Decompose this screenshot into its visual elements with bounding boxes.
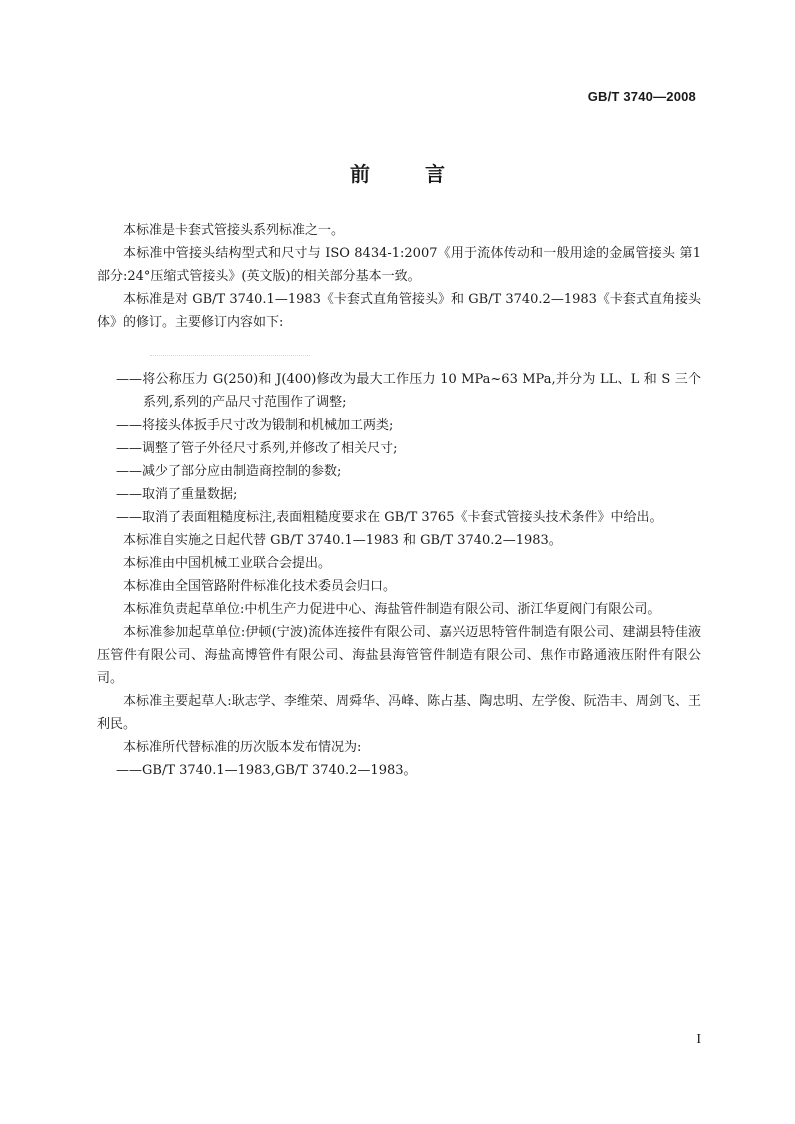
body-paragraph: 本标准由中国机械工业联合会提出。 xyxy=(123,556,332,571)
faint-mark xyxy=(150,355,310,362)
body-paragraph: 本标准所代替标准的历次版本发布情况为: xyxy=(123,740,362,755)
intro-paragraph: 本标准是卡套式管接头系列标准之一。 xyxy=(123,223,345,238)
page-title: 前 言 xyxy=(350,162,469,186)
body-paragraph: 本标准参加起草单位:伊顿(宁波)流体连接件有限公司、嘉兴迈思特管件制造有限公司、建湖县特佳液压管件有限公司、海盐高博管件有限公司、海盐县海管管件制造有限公司、焦作市路通液压附件有限公司。 xyxy=(97,625,701,686)
change-item: ——调整了管子外径尺寸系列,并修改了相关尺寸; xyxy=(116,441,398,456)
intro-paragraph: 本标准中管接头结构型式和尺寸与 ISO 8434-1:2007《用于流体传动和一般用途的金属管接头 第1部分:24°压缩式管接头》(英文版)的相关部分基本一致。 xyxy=(97,246,701,284)
body-paragraph: 本标准负责起草单位:中机生产力促进中心、海盐管件制造有限公司、浙江华夏阀门有限公司。 xyxy=(123,602,661,617)
standard-code: GB/T 3740—2008 xyxy=(587,89,696,104)
change-item: ——取消了重量数据; xyxy=(116,487,238,502)
changes-list xyxy=(97,368,701,782)
change-item: ——将接头体扳手尺寸改为锻制和机械加工两类; xyxy=(116,418,394,433)
change-item: ——减少了部分应由制造商控制的参数; xyxy=(116,464,342,479)
body-paragraph: 本标准主要起草人:耿志学、李维荣、周舜华、冯峰、陈占基、陶忠明、左学俊、阮浩丰、周剑飞、王利民。 xyxy=(97,694,701,732)
body-paragraph: 本标准自实施之日起代替 GB/T 3740.1—1983 和 GB/T 3740.2—1983。 xyxy=(123,533,562,548)
history-item: ——GB/T 3740.1—1983,GB/T 3740.2—1983。 xyxy=(116,763,417,778)
intro-section xyxy=(97,219,701,334)
page-number: I xyxy=(696,1032,701,1047)
intro-paragraph: 本标准是对 GB/T 3740.1—1983《卡套式直角管接头》和 GB/T 3740.2—1983《卡套式直角接头体》的修订。主要修订内容如下: xyxy=(97,292,701,330)
change-item: ——将公称压力 G(250)和 J(400)修改为最大工作压力 10 MPa~63 MPa,并分为 LL、L 和 S 三个系列,系列的产品尺寸范围作了调整; xyxy=(116,372,701,410)
change-item: ——取消了表面粗糙度标注,表面粗糙度要求在 GB/T 3765《卡套式管接头技术条件》中给出。 xyxy=(116,510,663,525)
body-paragraph: 本标准由全国管路附件标准化技术委员会归口。 xyxy=(123,579,397,594)
